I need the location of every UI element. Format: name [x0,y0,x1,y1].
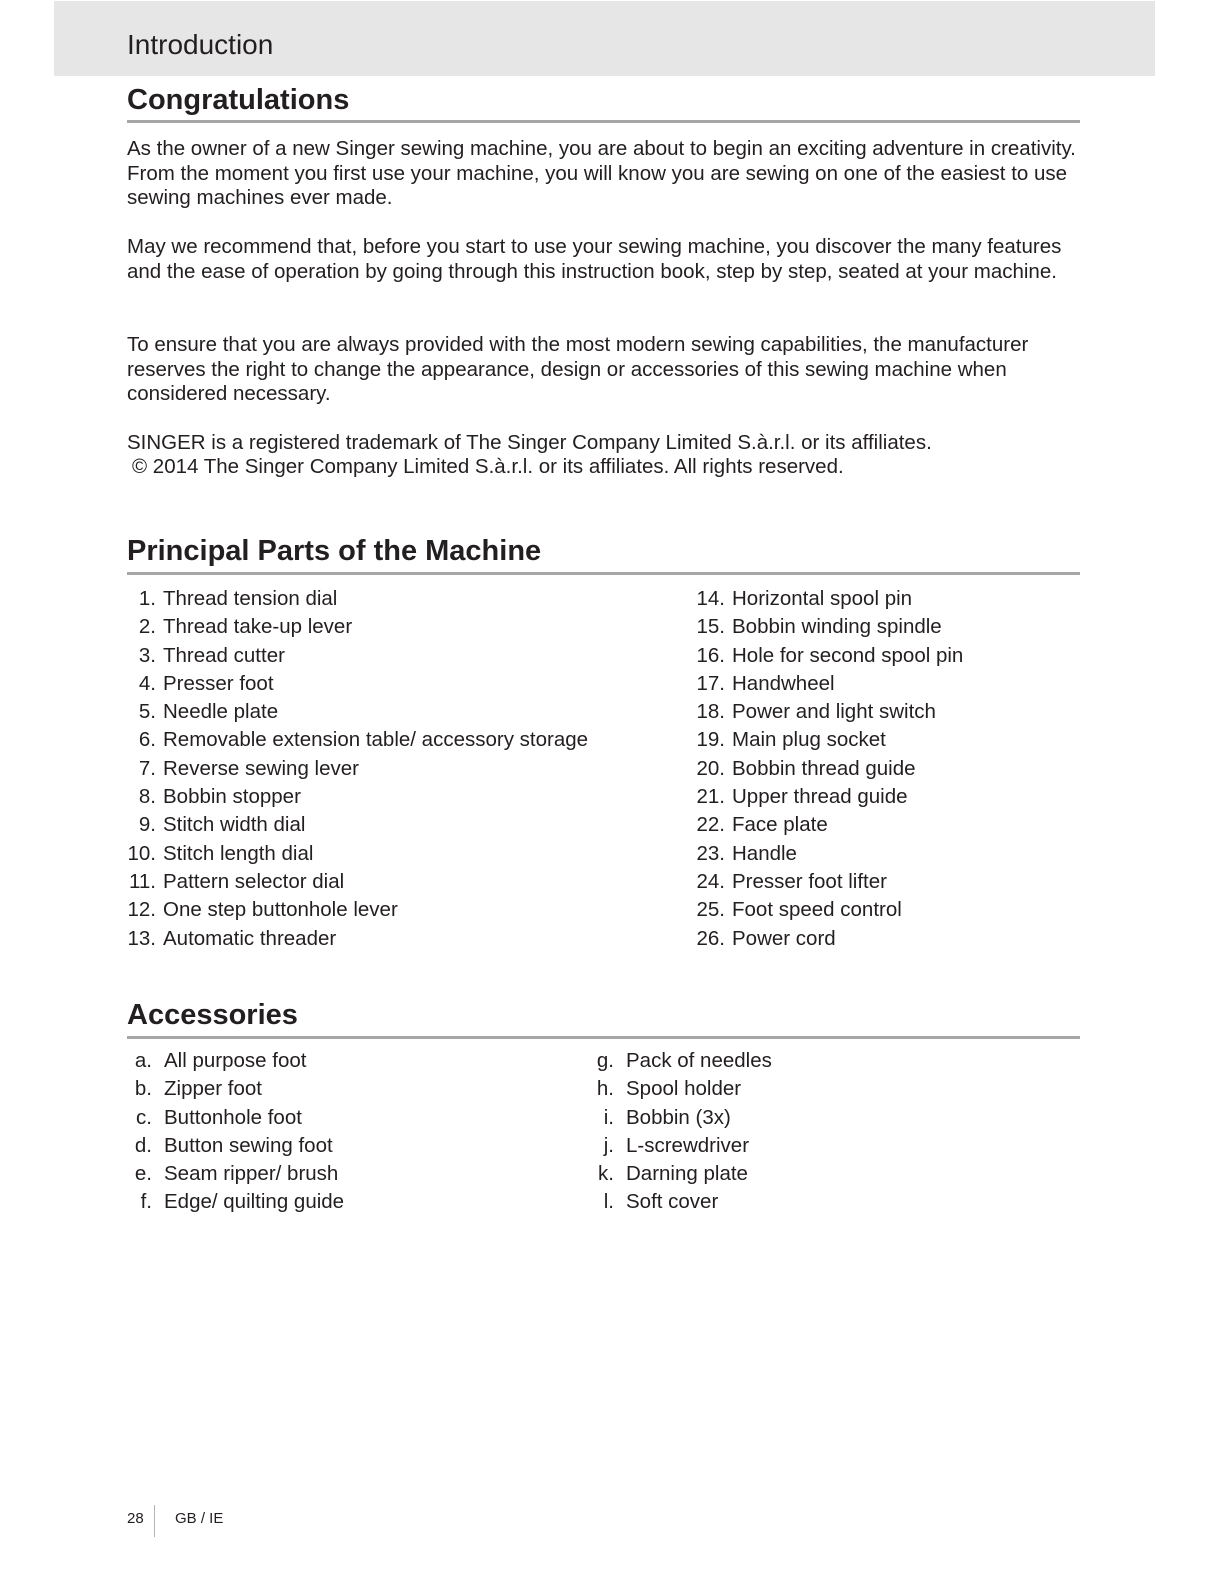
list-item [695,613,963,641]
parts-list-right [695,585,963,953]
item-letter: d. [134,1133,152,1157]
list-item [126,698,588,726]
item-number: 5. [138,700,156,724]
item-letter: j. [603,1133,614,1157]
item-number: 23. [696,841,725,865]
item-label: Bobbin thread guide [732,756,916,780]
region-label: GB / IE [175,1510,224,1527]
item-letter: g. [596,1049,614,1072]
item-label: Bobbin (3x) [626,1105,731,1129]
list-item [695,726,963,754]
item-label: Pack of needles [626,1049,772,1072]
item-number: 1. [138,587,156,610]
congratulations-rule [127,120,1080,123]
item-label: Foot speed control [732,898,902,922]
item-letter: k. [598,1162,614,1186]
item-number: 26. [696,926,725,950]
item-letter: e. [134,1162,152,1186]
item-label: Pattern selector dial [163,869,345,893]
item-label: Seam ripper/ brush [164,1162,339,1186]
list-item [695,698,963,726]
item-label: All purpose foot [164,1049,307,1072]
item-letter: i. [603,1105,614,1129]
list-item [127,1160,344,1188]
item-label: Automatic threader [163,926,337,950]
item-label: Zipper foot [164,1077,262,1101]
header-band [54,1,1155,76]
item-label: Bobbin stopper [163,785,301,809]
list-item [127,1132,344,1160]
list-item [127,1047,344,1075]
header-title: Introduction [127,29,274,60]
item-number: 10. [127,841,156,865]
list-item [126,670,588,698]
item-number: 18. [696,700,725,724]
item-number: 22. [696,813,725,837]
list-item [589,1047,772,1075]
list-item [695,925,963,953]
trademark-line: SINGER is a registered trademark of The Singer Company Limited S.à.r.l. or its affiliates. [127,431,932,454]
item-label: Face plate [732,813,828,837]
list-item [695,670,963,698]
item-number: 7. [138,756,156,780]
item-label: Buttonhole foot [164,1105,302,1129]
accessories-list-left [127,1047,344,1217]
list-item [126,613,588,641]
rights-paragraph: To ensure that you are always provided with the most modern sewing capabilities, the manufacturer reserves the right to change the appearance, design or accessories of this sewing machine when considered necessary. [127,333,1029,405]
list-item [589,1188,772,1216]
list-item [127,1075,344,1103]
item-label: Presser foot lifter [732,869,887,893]
list-item [695,811,963,839]
item-number: 25. [696,898,725,922]
accessories-heading: Accessories [127,999,298,1031]
list-item [589,1104,772,1132]
accessories-list-right [589,1047,772,1217]
list-item [126,925,588,953]
item-label: Spool holder [626,1077,742,1101]
item-label: Thread cutter [163,643,285,667]
item-letter: h. [596,1077,614,1101]
item-label: Stitch length dial [163,841,314,865]
item-label: Power cord [732,926,836,950]
list-item [127,1188,344,1216]
list-item [589,1132,772,1160]
recommend-paragraph: May we recommend that, before you start to use your sewing machine, you discover the many features and the ease of operation by going through this instruction book, step by step, seated at your machine. [127,235,1062,283]
list-item [589,1075,772,1103]
item-number: 19. [696,728,725,752]
item-label: Horizontal spool pin [732,587,913,610]
item-label: Bobbin winding spindle [732,615,942,639]
item-label: Presser foot [163,671,274,695]
list-item [126,642,588,670]
item-number: 6. [138,728,156,752]
item-number: 9. [138,813,156,837]
footer-divider [154,1505,155,1537]
list-item [695,896,963,924]
list-item [695,642,963,670]
item-label: Darning plate [626,1162,748,1186]
item-label: Thread take-up lever [163,615,353,639]
list-item [695,840,963,868]
item-label: Power and light switch [732,700,936,724]
item-number: 12. [127,898,156,922]
item-label: Needle plate [163,700,279,724]
item-number: 3. [138,643,156,667]
item-letter: b. [134,1077,152,1101]
item-number: 8. [138,785,156,809]
item-number: 17. [696,671,725,695]
list-item [126,811,588,839]
item-number: 11. [129,869,156,893]
item-number: 21. [696,785,725,809]
parts-rule [127,572,1080,575]
item-number: 13. [127,926,156,950]
parts-heading: Principal Parts of the Machine [127,535,542,567]
congratulations-heading: Congratulations [127,84,350,116]
item-label: Thread tension dial [163,587,338,610]
item-number: 4. [138,671,156,695]
list-item [695,755,963,783]
item-number: 15. [696,615,725,639]
item-label: Removable extension table/ accessory storage [163,728,589,752]
page-number: 28 [127,1510,144,1527]
list-item [126,840,588,868]
list-item [695,585,963,613]
accessories-rule [127,1036,1080,1039]
item-label: Edge/ quilting guide [164,1190,345,1214]
item-label: Soft cover [626,1190,719,1214]
item-label: Hole for second spool pin [732,643,964,667]
item-label: Reverse sewing lever [163,756,359,780]
item-letter: c. [136,1105,152,1129]
parts-list-left [126,585,588,953]
list-item [126,896,588,924]
item-label: Stitch width dial [163,813,306,837]
item-label: L-screwdriver [626,1133,750,1157]
item-number: 2. [138,615,156,639]
list-item [126,726,588,754]
list-item [695,868,963,896]
item-number: 20. [696,756,725,780]
list-item [589,1160,772,1188]
item-letter: l. [603,1190,614,1214]
list-item [126,783,588,811]
item-number: 16. [696,643,725,667]
item-label: Upper thread guide [732,785,908,809]
item-number: 14. [696,587,725,610]
item-number: 24. [696,869,725,893]
item-letter: a. [134,1049,152,1072]
item-label: Handwheel [732,671,835,695]
list-item [695,783,963,811]
item-label: Button sewing foot [164,1133,333,1157]
item-letter: f. [140,1190,152,1214]
list-item [127,1104,344,1132]
item-label: Main plug socket [732,728,886,752]
item-label: Handle [732,841,797,865]
copyright-line: © 2014 The Singer Company Limited S.à.r.l. or its affiliates. All rights reserved. [132,455,844,478]
list-item [126,585,588,613]
item-label: One step buttonhole lever [163,898,398,922]
intro-paragraph: As the owner of a new Singer sewing machine, you are about to begin an exciting adventure in creativity. From the moment you first use your machine, you will know you are sewing on one of the easiest to use sewing machines ever made. [127,137,1076,209]
list-item [126,868,588,896]
list-item [126,755,588,783]
